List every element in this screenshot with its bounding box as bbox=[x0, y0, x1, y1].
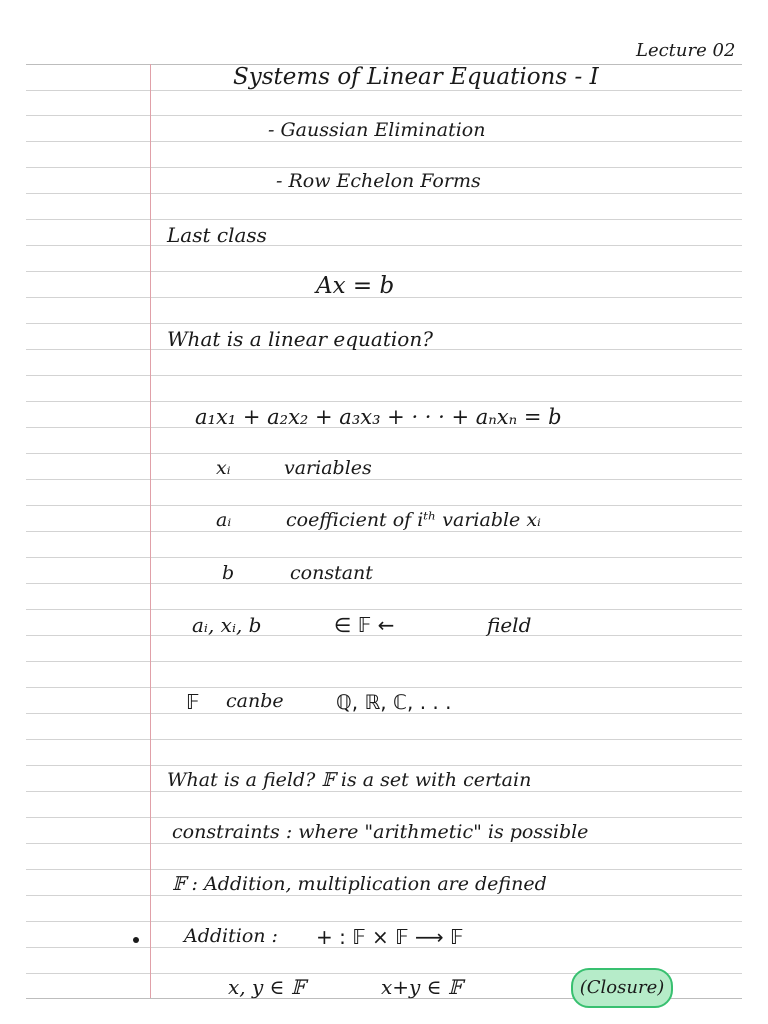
field-constraints: constraints : where "arithmetic" is possible bbox=[172, 821, 589, 843]
topic-item: - Row Echelon Forms bbox=[276, 170, 481, 192]
membership-relation: ∈ 𝔽 ← bbox=[334, 613, 395, 637]
ruled-line bbox=[26, 90, 742, 91]
ruled-line bbox=[26, 765, 742, 766]
addition-label: Addition : bbox=[184, 925, 278, 947]
closure-highlight bbox=[571, 968, 673, 1008]
definition-symbol: aᵢ bbox=[216, 509, 232, 531]
last-class-label: Last class bbox=[167, 223, 267, 247]
margin-line bbox=[150, 64, 151, 998]
definition-text: coefficient of iᵗʰ variable xᵢ bbox=[286, 509, 541, 531]
closure-result: x+y ∈ 𝔽 bbox=[381, 975, 463, 999]
ruled-line bbox=[26, 661, 742, 662]
definition-symbol: b bbox=[222, 562, 235, 584]
ruled-line bbox=[26, 739, 742, 740]
bullet-point bbox=[133, 937, 139, 943]
lecture-number: Lecture 02 bbox=[636, 40, 736, 61]
linear-equation-question: What is a linear equation? bbox=[167, 327, 433, 351]
ruled-line bbox=[26, 453, 742, 454]
linear-equation: a₁x₁ + a₂x₂ + a₃x₃ + · · · + aₙxₙ = b bbox=[195, 405, 562, 429]
closure-tag: (Closure) bbox=[579, 977, 665, 998]
ruled-line bbox=[26, 245, 742, 246]
ruled-line bbox=[26, 141, 742, 142]
ruled-line bbox=[26, 817, 742, 818]
field-examples: ℚ, ℝ, ℂ, . . . bbox=[336, 690, 452, 714]
ruled-line bbox=[26, 557, 742, 558]
ruled-line bbox=[26, 895, 742, 896]
ruled-line bbox=[26, 921, 742, 922]
ruled-line bbox=[26, 115, 742, 116]
ruled-line bbox=[26, 791, 742, 792]
ruled-line bbox=[26, 531, 742, 532]
ruled-line bbox=[26, 401, 742, 402]
topic-item: - Gaussian Elimination bbox=[268, 119, 486, 141]
definition-text: variables bbox=[284, 457, 372, 479]
field-can-be: canbe bbox=[226, 690, 284, 712]
membership-items: aᵢ, xᵢ, b bbox=[192, 613, 262, 637]
field-operations: 𝔽 : Addition, multiplication are defined bbox=[172, 873, 547, 895]
ruled-line bbox=[26, 167, 742, 168]
ruled-line bbox=[26, 609, 742, 610]
ruled-line bbox=[26, 479, 742, 480]
ruled-line bbox=[26, 219, 742, 220]
field-symbol: 𝔽 bbox=[186, 690, 200, 714]
ruled-line bbox=[26, 583, 742, 584]
ruled-line bbox=[26, 323, 742, 324]
field-question: What is a field? 𝔽 is a set with certain bbox=[167, 769, 532, 791]
page-title: Systems of Linear Equations - I bbox=[233, 64, 599, 90]
ruled-line bbox=[26, 375, 742, 376]
ruled-line bbox=[26, 505, 742, 506]
ruled-line bbox=[26, 843, 742, 844]
definition-text: constant bbox=[290, 562, 373, 584]
ruled-line bbox=[26, 687, 742, 688]
definition-symbol: xᵢ bbox=[216, 457, 231, 479]
matrix-equation: Ax = b bbox=[316, 273, 395, 299]
ruled-line bbox=[26, 869, 742, 870]
ruled-line bbox=[26, 271, 742, 272]
closure-premise: x, y ∈ 𝔽 bbox=[228, 975, 306, 999]
field-label: field bbox=[487, 613, 532, 637]
ruled-line bbox=[26, 193, 742, 194]
addition-mapping: + : 𝔽 × 𝔽 ⟶ 𝔽 bbox=[316, 925, 464, 949]
